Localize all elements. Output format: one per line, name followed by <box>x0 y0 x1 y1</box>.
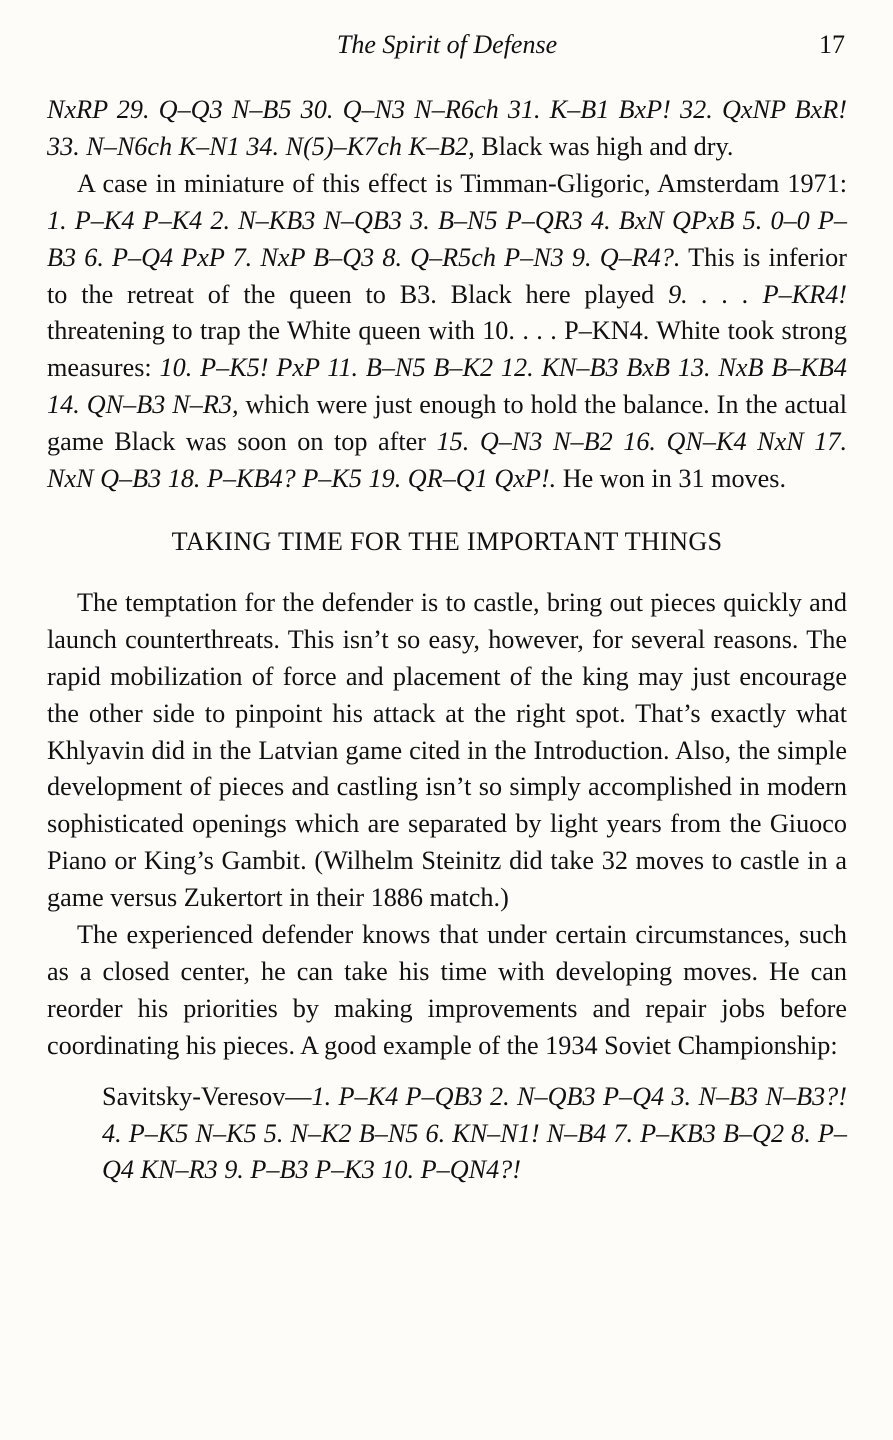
move-sequence: NxRP 29. Q–Q3 N–B5 30. Q–N3 N–R6ch 31. K–B1 BxP! 32. QxNP BxR! 33. N–N6ch K–N1 34. N(5)–K7ch K–B2, <box>47 95 847 161</box>
move-sequence: 1. P–K4 P–QB3 2. N–QB3 P–Q4 3. N–B3 N–B3?! 4. P–K5 N–K5 5. N–K2 B–N5 6. KN–N1! N–B4 7. P–KB3 B–Q2 8. P–Q4 KN–R3 9. P–B3 P–K3 10. P–QN4?! <box>102 1081 847 1185</box>
paragraph-experienced-defender: The experienced defender knows that under certain circumstances, such as a closed center, he can take his time with developing moves. He can reorder his priorities by making improvements and repair jobs before coordinating his pieces. A good example of the 1934 Soviet Championship: <box>47 920 847 1060</box>
text-run: threatening to trap the White queen with 10. . . . P–KN4. White took strong measures: <box>47 316 847 383</box>
paragraph-continuation <box>47 92 847 166</box>
running-header <box>47 30 847 66</box>
page-body <box>47 92 847 1189</box>
chapter-title: The Spirit of Defense <box>336 30 558 59</box>
paragraph-temptation: The temptation for the defender is to castle, bring out pieces quickly and launch counterthreats. This isn’t so easy, however, for several reasons. The rapid mobilization of force and placement of the king may just encourage the other side to pinpoint his attack at the right spot. That’s exactly what Khlyavin did in the Latvian game cited in the Introduction. Also, the simple development of pieces and castling isn’t so simply accomplished in modern sophisticated openings which are separated by light years from the Giuoco Piano or King’s Gambit. (Wilhelm Steinitz did take 32 moves to castle in a game versus Zukertort in their 1886 match.) <box>47 587 847 913</box>
text-run: which were just enough to hold the balance. In the actual game Black was soon on top after <box>47 390 847 457</box>
game-players: Savitsky-Veresov— <box>102 1081 312 1111</box>
move-sequence: 10. P–K5! PxP 11. B–N5 B–K2 12. KN–B3 BxB 13. NxB B–KB4 14. QN–B3 N–R3, <box>47 353 847 420</box>
page-number: 17 <box>819 30 845 59</box>
text-run: A case in miniature of this effect is Timman-Gligoric, Amsterdam 1971: <box>77 168 847 198</box>
move-sequence: 15. Q–N3 N–B2 16. QN–K4 NxN 17. NxN Q–B3 18. P–KB4? P–K5 19. QR–Q1 QxP!. <box>47 427 847 494</box>
move-sequence: 1. P–K4 P–K4 2. N–KB3 N–QB3 3. B–N5 P–QR3 4. BxN QPxB 5. 0–0 P–B3 6. P–Q4 PxP 7. NxP B–Q3 8. Q–R5ch P–N3 9. Q–R4?. <box>47 205 847 272</box>
text-run: Black was high and dry. <box>474 131 734 161</box>
text-run: He won in 31 moves. <box>556 464 787 494</box>
move-sequence: 9. . . . P–KR4! <box>668 279 848 309</box>
game-example <box>47 1079 847 1190</box>
paragraph-timman-gligoric <box>47 166 847 498</box>
section-heading: TAKING TIME FOR THE IMPORTANT THINGS <box>171 526 723 556</box>
text-run: This is inferior to the retreat of the queen to B3. Black here played <box>47 242 847 309</box>
